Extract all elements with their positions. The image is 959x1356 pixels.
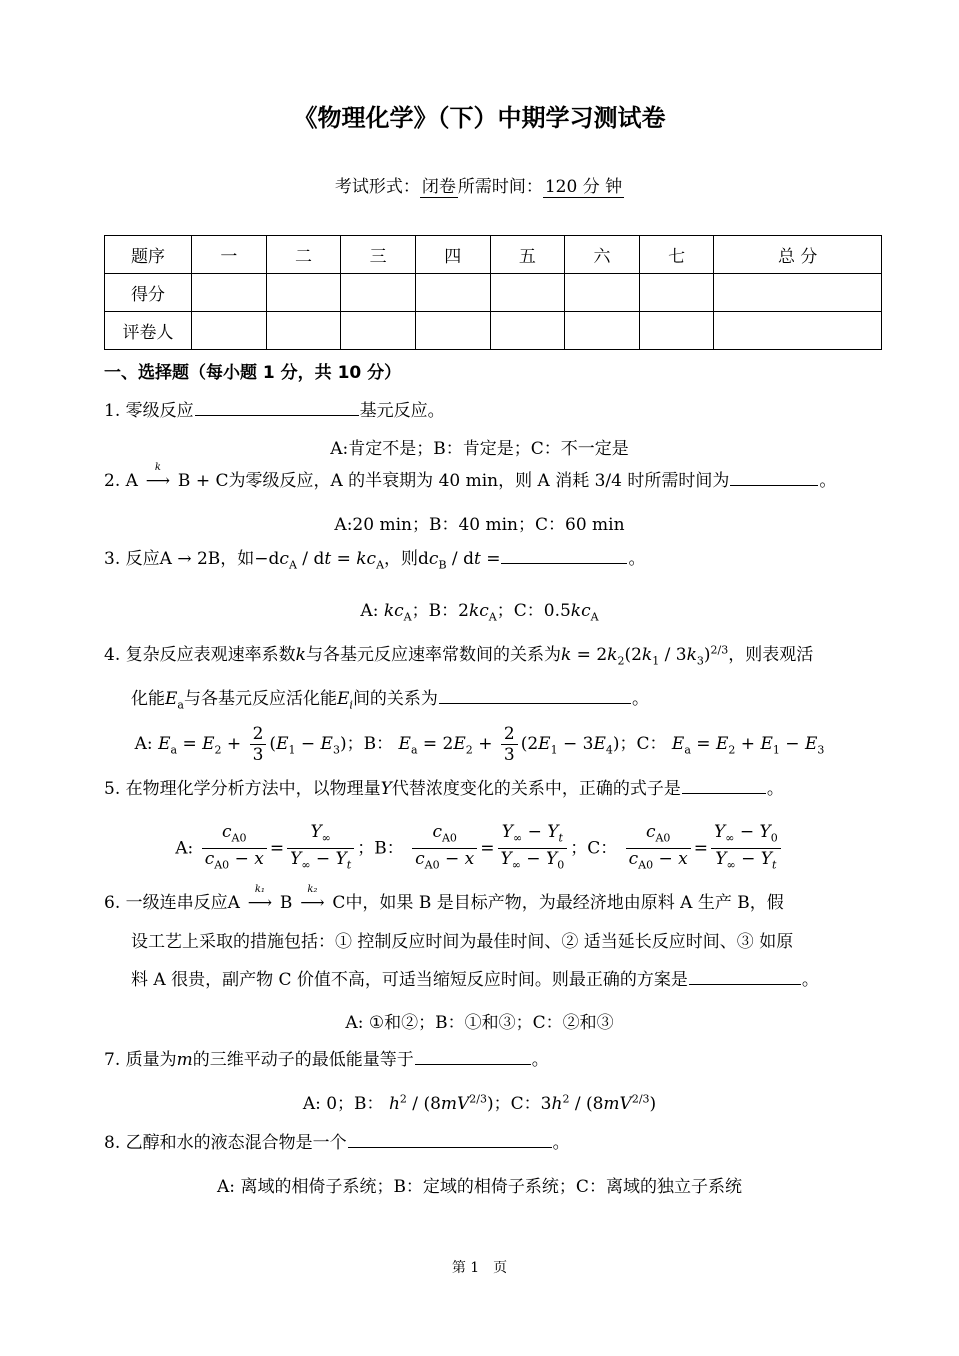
question-text: 质量为 (125, 1050, 177, 1070)
question-text: 。 (801, 970, 819, 990)
fraction-numerator: 2 (250, 724, 267, 745)
option-value: 0.5 (543, 601, 571, 621)
answer-blank[interactable] (195, 414, 359, 416)
fraction: $\frac{c_{A0}}{c_{A0} - x}$ (626, 822, 691, 876)
question-text: ，则表观活 (728, 645, 814, 665)
question-text: 反应 (125, 549, 160, 569)
rate-constant-label: k₂ (307, 884, 318, 895)
answer-blank[interactable] (348, 1146, 552, 1148)
reaction-arrow: k₂ ⟶ (292, 893, 332, 913)
fraction-numerator: 2 (501, 724, 518, 745)
score-table-header-cell: 四 (415, 236, 490, 274)
question-2-options: A:20 min；B：40 min；C：60 min (334, 515, 625, 535)
rate-constant-label: k₁ (254, 884, 265, 895)
question-number: 8. (104, 1133, 121, 1153)
fraction: $\frac{Y_\infty}{Y_\infty - Y_t}$ (287, 822, 354, 876)
grader-cell[interactable] (714, 312, 882, 350)
grader-cell[interactable] (565, 312, 640, 350)
answer-blank[interactable] (501, 562, 627, 564)
option-label: A: (134, 734, 153, 754)
meta-time: 120 分 钟 (544, 177, 623, 197)
score-cell[interactable] (639, 274, 714, 312)
question-text: 为零级反应，A 的半衰期为 40 min，则 A 消耗 3/4 时所需时间为 (228, 471, 730, 491)
option-label: A: (360, 601, 379, 621)
question-5 (104, 774, 784, 799)
score-cell[interactable] (565, 274, 640, 312)
score-table-header-cell: 五 (490, 236, 565, 274)
grader-cell[interactable] (341, 312, 416, 350)
question-text: 基元反应。 (359, 401, 445, 421)
question-text: 。 (552, 1133, 570, 1153)
meta-time-label: 所需时间： (457, 177, 543, 197)
question-text: 化能 (131, 689, 165, 709)
question-6-line-3 (131, 965, 819, 990)
answer-blank[interactable] (439, 702, 631, 704)
question-7-options: A: 0；B： $h^2 / (8mV^{2/3})$；C：$3h^2 / (8mV^{2/3})$ (302, 1092, 657, 1114)
grader-cell[interactable] (490, 312, 565, 350)
option-label: ；C： (570, 838, 618, 859)
score-cell[interactable] (266, 274, 341, 312)
fraction (250, 724, 267, 765)
question-2 (104, 462, 837, 491)
score-cell[interactable] (341, 274, 416, 312)
score-cell[interactable] (415, 274, 490, 312)
grader-cell[interactable] (639, 312, 714, 350)
score-table-header-row (105, 236, 882, 274)
rate-constant-label: k (154, 462, 161, 473)
question-text: 在物理化学分析方法中，以物理量 (125, 779, 381, 799)
option-label: ；C： (493, 1094, 541, 1114)
question-6: 6. 一级连串反应A k₁ ⟶ B k₂ ⟶ C中，如果 B 是目标产物，为最经济地由原料 A 生产 B，假 (104, 884, 784, 913)
answer-blank[interactable] (730, 484, 818, 486)
question-4: 4. 复杂反应表观速率系数k与各基元反应速率常数间的关系为$k = 2k_2(2k_1 / 3k_3)^{2/3}$，则表观活 (104, 643, 814, 668)
question-text: 零级反应 (125, 401, 194, 421)
score-table-row (105, 312, 882, 350)
option-label: ；C： (619, 734, 667, 754)
question-number: 5. (104, 779, 121, 799)
meta-form: 闭卷 (421, 177, 456, 197)
question-text: 。 (631, 689, 649, 709)
fraction-denominator: 3 (503, 745, 515, 765)
question-text: 的三维平动子的最低能量等于 (192, 1050, 414, 1070)
question-3-options: A: $kc_A$；B：$2kc_A$；C：$0.5kc_A$ (360, 601, 599, 624)
question-number: 1. (104, 401, 121, 421)
question-3 (104, 544, 645, 571)
question-text: 乙醇和水的液态混合物是一个 (125, 1133, 347, 1153)
question-6-options: A: ①和②；B：①和③；C：②和③ (345, 1013, 614, 1033)
score-table (104, 235, 882, 350)
reaction-arrow: k ⟶ (138, 471, 178, 491)
reaction-arrow: k₁ ⟶ (240, 893, 280, 913)
question-text: 料 A 很贵，副产物 C 价值不高，可适当缩短反应时间。则最正确的方案是 (131, 970, 688, 990)
meta-prefix: 考试形式： (334, 177, 420, 197)
question-1 (104, 396, 445, 421)
fraction (501, 724, 518, 765)
option-label: ；B： (411, 601, 459, 621)
rate-equation: $-dc_A$ / dt = $kc_A$ (254, 549, 385, 572)
question-text: 。 (819, 471, 837, 491)
question-4-line-2: 化能$E_a$与各基元反应活化能$E_i$间的关系为 。 (131, 689, 649, 712)
question-text: 复杂反应表观速率系数 (125, 645, 296, 665)
question-6-line-2: 设工艺上采取的措施包括：① 控制反应时间为最佳时间、② 适当延长反应时间、③ 如原 (131, 932, 794, 952)
option-label: A: 0；B： (302, 1094, 384, 1114)
question-text: 。 (531, 1050, 549, 1070)
page-title: 《物理化学》（下）中期学习测试卷 (293, 104, 666, 132)
score-table-header-cell: 题序 (105, 236, 192, 274)
answer-blank[interactable] (415, 1063, 531, 1065)
option-label: ；B： (357, 838, 404, 859)
fraction: $\frac{Y_\infty - Y_0}{Y_\infty - Y_t}$ (711, 822, 781, 876)
reactant: A (125, 471, 138, 491)
question-5-options: A: $\frac{c_{A0}}{c_{A0} - x}$ = $\frac{Y_\infty}{Y_\infty - Y_t}$ ；B： $\frac{c_{A0}}{c_{A0} - x}$ = $\frac{Y_\infty - Y_t}{Y_\infty - Y_0}$ ；C： $\frac{c_{A0}}{c_{A0} - x}$ = $\frac{Y_\infty - Y_0}{Y_\infty - Y_t}$ (0, 822, 959, 876)
grader-cell[interactable] (266, 312, 341, 350)
option-label: ；B： (346, 734, 394, 754)
score-cell[interactable] (490, 274, 565, 312)
score-cell[interactable] (714, 274, 882, 312)
score-table-header-cell: 三 (341, 236, 416, 274)
answer-blank[interactable] (682, 792, 766, 794)
score-table-header-cell: 七 (639, 236, 714, 274)
score-table-header-cell: 二 (266, 236, 341, 274)
fraction: $\frac{c_{A0}}{c_{A0} - x}$ (412, 822, 477, 876)
variable: Y (380, 779, 392, 799)
fraction: $\frac{Y_\infty - Y_t}{Y_\infty - Y_0}$ (498, 822, 568, 876)
question-text: ，如 (220, 549, 255, 569)
score-table-row (105, 274, 882, 312)
question-text: 。 (628, 549, 646, 569)
rate-relation-formula: $k = 2k_2(2k_1 / 3k_3)^{2/3}$ (560, 643, 729, 668)
question-text: 中，如果 B 是目标产物，为最经济地由原料 A 生产 B，假 (345, 893, 784, 913)
question-8-options: A: 离域的相倚子系统；B：定域的相倚子系统；C：离域的独立子系统 (217, 1177, 742, 1197)
answer-blank[interactable] (689, 983, 801, 985)
question-number: 2. (104, 471, 121, 491)
grader-cell[interactable] (415, 312, 490, 350)
option-label: ；C： (496, 601, 544, 621)
question-1-options: A:肯定不是；B：肯定是；C：不一定是 (330, 439, 629, 459)
question-text: ，则 (384, 549, 419, 569)
question-text: 与各基元反应活化能 (183, 689, 337, 709)
question-number: 3. (104, 549, 121, 569)
score-table-header-cell: 六 (565, 236, 640, 274)
exam-meta (0, 172, 959, 197)
grader-cell[interactable] (192, 312, 267, 350)
score-table-row-label: 得分 (105, 274, 192, 312)
score-cell[interactable] (192, 274, 267, 312)
question-text: 与各基元反应速率常数间的关系为 (305, 645, 561, 665)
question-number: 6. (104, 893, 121, 913)
rate-equation-b: $dc_B$ / dt = (418, 549, 501, 572)
section-title: 一、选择题（每小题 1 分，共 10 分） (104, 363, 402, 383)
question-text: 。 (766, 779, 784, 799)
product: B + C (177, 471, 229, 491)
score-table-row-label: 评卷人 (105, 312, 192, 350)
question-text: 间的关系为 (352, 689, 438, 709)
page-number: 第 1 页 (451, 1260, 508, 1276)
question-text: 一级连串反应 (125, 893, 228, 913)
score-table-header-cell: 总 分 (714, 236, 882, 274)
question-7 (104, 1045, 549, 1070)
question-number: 7. (104, 1050, 121, 1070)
question-text: 代替浓度变化的关系中，正确的式子是 (391, 779, 681, 799)
question-4-options: A: $E_a = E_2$ + $\frac{2}{3}$ $(E_1 - E_3)$；B： $E_a = 2E_2$ + $\frac{2}{3}$ $(2E_1 - 3E_4)$；C： $E_a = E_2 + E_1 - E_3$ (134, 724, 825, 765)
score-table-header-cell: 一 (192, 236, 267, 274)
question-number: 4. (104, 645, 121, 665)
option-label: A: (175, 838, 194, 859)
fraction-denominator: 3 (252, 745, 264, 765)
variable: m (176, 1050, 193, 1070)
question-8 (104, 1128, 570, 1153)
reaction-equation: A → 2B (159, 549, 221, 569)
fraction: $\frac{c_{A0}}{c_{A0} - x}$ (202, 822, 267, 876)
